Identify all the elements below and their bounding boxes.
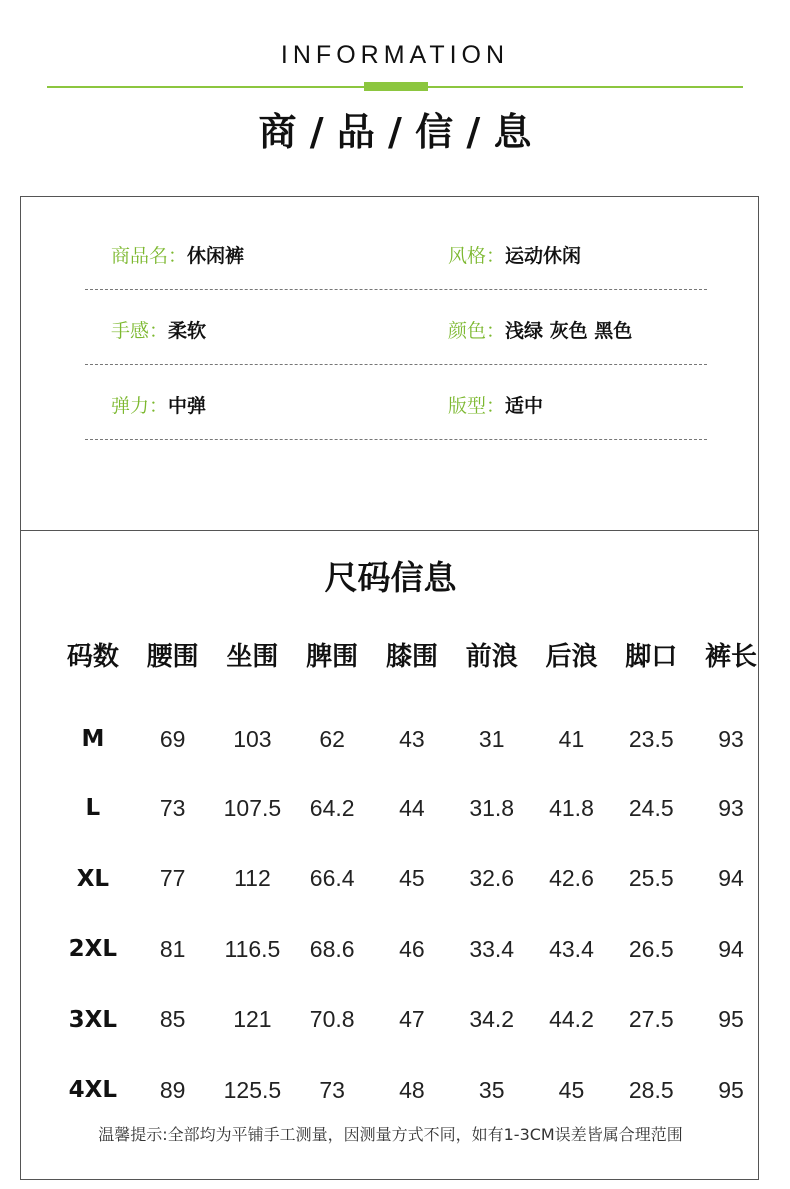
table-cell: 107.5 [223, 794, 282, 821]
table-cell: 41 [558, 725, 585, 752]
table-cell: 70.8 [309, 1006, 355, 1033]
table-row [53, 844, 771, 915]
table-cell: 95 [718, 1076, 744, 1103]
info-value: 浅绿 灰色 黑色 [505, 320, 633, 342]
table-cell: 64.2 [309, 794, 355, 821]
info-key: 手感： [111, 320, 169, 342]
table-cell: 44.2 [549, 1006, 594, 1033]
table-row [53, 1055, 771, 1126]
product-info-box [20, 196, 759, 531]
table-row [53, 773, 771, 844]
table-row [53, 985, 771, 1056]
table-cell: 73 [159, 794, 186, 821]
table-cell: 42.6 [549, 865, 594, 892]
table-cell: 48 [399, 1076, 425, 1103]
table-cell: 34.2 [469, 1006, 515, 1033]
size-label-cell: XL [76, 865, 110, 892]
header-cell: 前浪 [465, 641, 518, 672]
table-row [53, 914, 771, 985]
table-cell: 112 [234, 865, 271, 892]
table-cell: 69 [159, 725, 186, 752]
info-key: 商品名： [111, 245, 188, 267]
table-cell: 103 [233, 725, 272, 752]
table-row [53, 677, 771, 773]
table-cell: 25.5 [628, 865, 674, 892]
table-cell: 45 [399, 865, 425, 892]
info-value: 休闲裤 [187, 245, 245, 267]
table-cell: 121 [233, 1006, 272, 1033]
size-table [53, 631, 771, 1126]
info-item-elasticity [111, 391, 206, 421]
info-item-fit [448, 391, 543, 421]
table-cell: 94 [718, 935, 744, 962]
table-cell: 46 [399, 935, 425, 962]
table-cell: 45 [558, 1076, 585, 1103]
header-divider-accent [364, 82, 428, 91]
table-cell: 62 [319, 725, 345, 752]
info-item-feel [111, 316, 206, 346]
info-row [85, 215, 707, 290]
table-cell: 125.5 [223, 1076, 282, 1103]
header-title-en: INFORMATION [280, 41, 510, 69]
info-value: 中弹 [168, 395, 207, 417]
table-cell: 81 [159, 935, 186, 962]
header-cell: 脚口 [625, 641, 678, 672]
table-cell: 27.5 [628, 1006, 674, 1033]
header-cell: 脾围 [306, 641, 359, 672]
table-cell: 24.5 [628, 794, 674, 821]
table-cell: 77 [159, 865, 186, 892]
header-cell: 腰围 [146, 641, 199, 672]
info-value: 柔软 [168, 320, 207, 342]
info-key: 弹力： [111, 395, 169, 417]
size-note: 温馨提示:全部均为平铺手工测量，因测量方式不同，如有1-3CM误差皆属合理范围 [98, 1125, 683, 1144]
header-cell: 后浪 [545, 641, 598, 672]
table-cell: 68.6 [309, 935, 355, 962]
header-cell: 裤长 [705, 641, 758, 672]
table-cell: 32.6 [469, 865, 515, 892]
size-label-cell: M [81, 726, 105, 752]
table-cell: 89 [159, 1076, 186, 1103]
table-cell: 73 [319, 1076, 345, 1103]
info-key: 版型： [448, 395, 506, 417]
size-info-box [20, 530, 759, 1180]
table-cell: 28.5 [628, 1076, 674, 1103]
table-cell: 44 [399, 794, 425, 821]
table-cell: 94 [718, 865, 744, 892]
table-cell: 31 [478, 725, 505, 752]
table-cell: 31.8 [469, 794, 515, 821]
size-table-header-row [53, 631, 771, 677]
table-cell: 43.4 [549, 935, 594, 962]
info-value: 适中 [505, 395, 544, 417]
info-value: 运动休闲 [505, 245, 582, 267]
size-label-cell: 2XL [68, 936, 118, 963]
table-cell: 95 [718, 1006, 744, 1033]
header-cell: 膝围 [385, 641, 438, 672]
table-cell: 93 [718, 725, 744, 752]
header-title-cn: 商 / 品 / 信 / 息 [258, 110, 532, 154]
header-cell: 坐围 [226, 641, 279, 672]
info-item-product-name [111, 241, 244, 271]
table-cell: 26.5 [628, 935, 674, 962]
size-label-cell: L [85, 795, 101, 822]
size-label-cell: 4XL [68, 1077, 118, 1104]
size-label-cell: 3XL [68, 1006, 118, 1033]
table-cell: 93 [718, 794, 744, 821]
table-cell: 66.4 [309, 865, 355, 892]
table-cell: 23.5 [628, 725, 674, 752]
table-cell: 85 [159, 1006, 186, 1033]
table-cell: 116.5 [224, 935, 281, 962]
table-cell: 47 [399, 1006, 425, 1033]
table-cell: 35 [478, 1076, 505, 1103]
table-cell: 43 [399, 725, 425, 752]
info-row [85, 290, 707, 365]
info-key: 风格： [448, 245, 506, 267]
info-key: 颜色： [448, 320, 506, 342]
info-item-color [448, 316, 632, 346]
table-cell: 41.8 [549, 794, 594, 821]
info-row [85, 365, 707, 440]
table-cell: 33.4 [469, 935, 515, 962]
info-item-style [448, 241, 581, 271]
header-cell: 码数 [66, 641, 119, 672]
size-title: 尺码信息 [324, 558, 457, 597]
